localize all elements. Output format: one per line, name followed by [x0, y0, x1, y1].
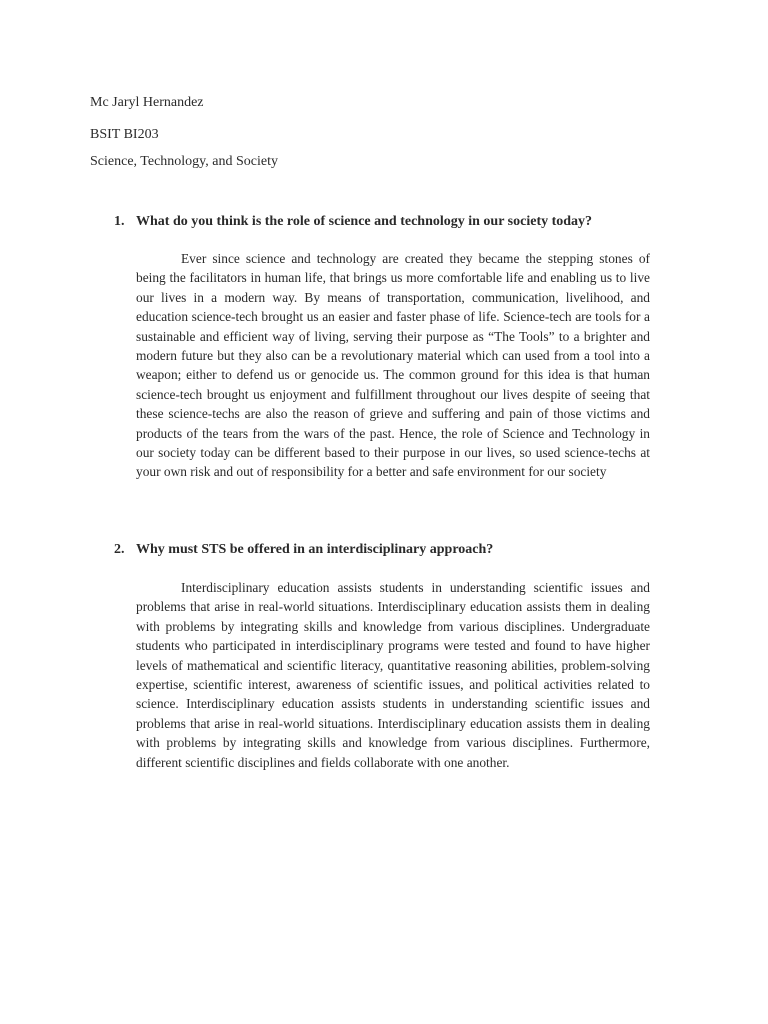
question-1: [114, 214, 654, 230]
author-name: Mc Jaryl Hernandez: [90, 95, 204, 110]
question-2-text: Why must STS be offered in an interdisciplinary approach?: [136, 542, 494, 557]
answer-1: Ever since science and technology are created they became the stepping stones of being the facilitators in human life, that brings us more comfortable life and enabling us to live our lives in a modern way. By means of transportation, communication, livelihood, and education science-tech brought us an easier and faster phase of life. Science-tech are tools for a sustainable and efficient way of living, serving their purpose as “The Tools” to a brighter and modern future but they also can be a revolutionary material which can used from a tool into a weapon; either to defend us or genocide us. The common ground for this idea is that human science-tech brought us enjoyment and fulfillment throughout our lives despite of seeing that these science-techs are also the reason of grieve and suffering and pain of those victims and products of the tears from the wars of the past. Hence, the role of Science and Technology in our society today can be different based to their purpose in our lives, so used science-techs at your own risk and out of responsibility for a better and safe environment for our society: [136, 251, 650, 480]
answer-2: Interdisciplinary education assists students in understanding scientific issues and problems that arise in real-world situations. Interdisciplinary education assists them in dealing with problems by integrating skills and knowledge from various disciplines. Undergraduate students who participated in interdisciplinary programs were tested and found to have higher levels of mathematical and scientific literacy, quantitative reasoning abilities, problem-solving expertise, scientific interest, awareness of scientific issues, and political activities related to science. Interdisciplinary education assists students in understanding scientific issues and problems that arise in real-world situations. Interdisciplinary education assists them in dealing with problems by integrating skills and knowledge from various disciplines. Furthermore, different scientific disciplines and fields collaborate with one another.: [136, 580, 650, 770]
question-2-number: 2.: [114, 542, 125, 557]
course-subject: Science, Technology, and Society: [90, 154, 278, 169]
class-section: BSIT BI203: [90, 127, 159, 142]
question-1-text: What do you think is the role of science and technology in our society today?: [136, 214, 593, 229]
question-1-number: 1.: [114, 214, 125, 229]
question-2: [114, 542, 654, 558]
